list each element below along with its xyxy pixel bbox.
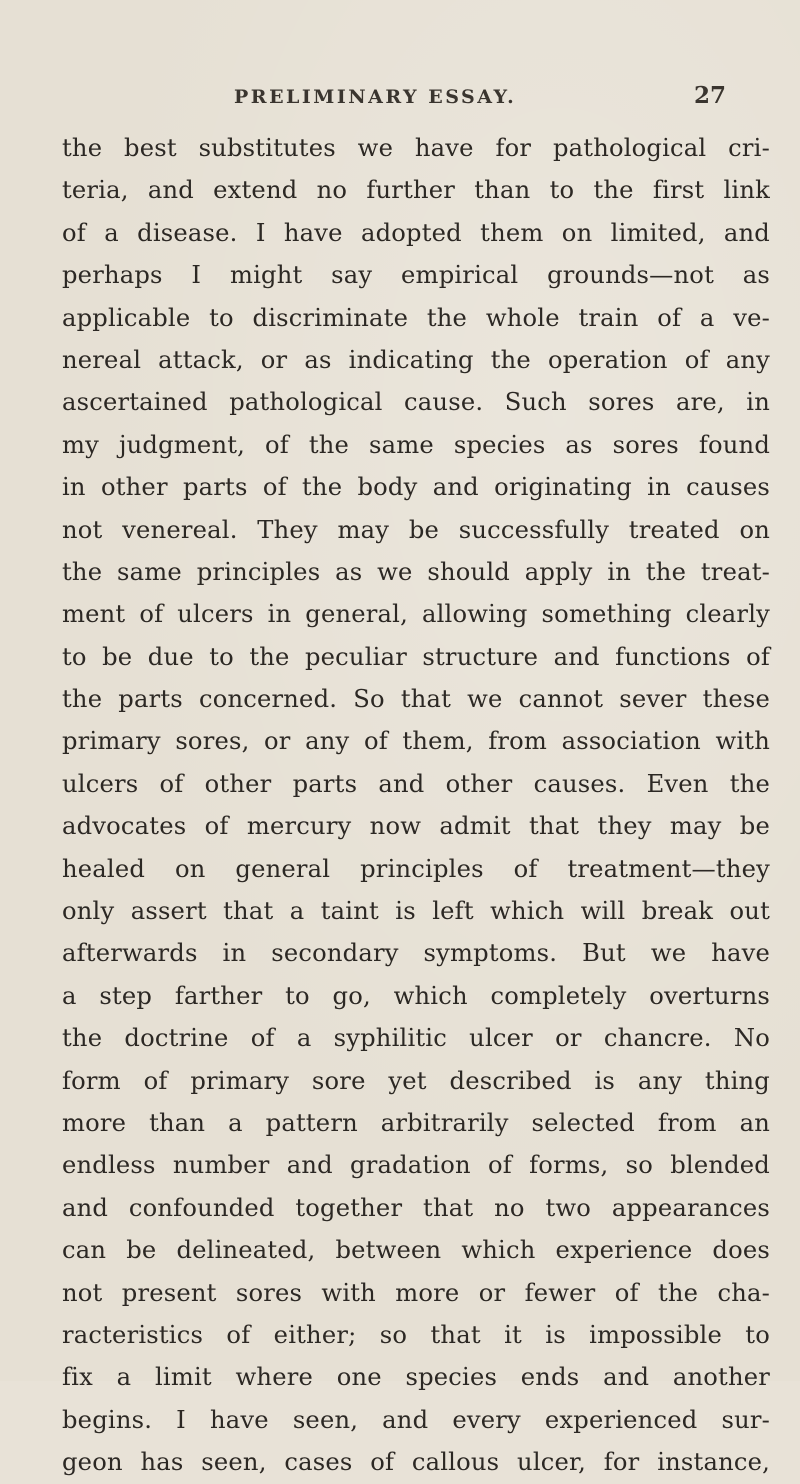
text-line: fix a limit where one species ends and another — [62, 1363, 770, 1392]
text-line: can be delineated, between which experience does — [62, 1236, 770, 1265]
text-line: to be due to the peculiar structure and functions of — [62, 642, 770, 671]
text-line: teria, and extend no further than to the first link — [62, 176, 770, 205]
text-line: begins. I have seen, and every experienced sur- — [62, 1405, 770, 1434]
text-line: ulcers of other parts and other causes. Even the — [62, 769, 770, 798]
page-number: 27 — [693, 82, 726, 109]
text-line: and confounded together that no two appearances — [62, 1193, 770, 1222]
text-line: applicable to discriminate the whole train of a ve- — [62, 303, 770, 332]
text-line: healed on general principles of treatment—they — [62, 854, 770, 883]
text-line: afterwards in secondary symptoms. But we have — [62, 939, 770, 968]
body-text — [62, 127, 770, 1484]
text-line: racteristics of either; so that it is impossible to — [62, 1320, 770, 1349]
text-line: perhaps I might say empirical grounds—not as — [62, 261, 770, 290]
running-header — [62, 0, 770, 109]
text-line: primary sores, or any of them, from association with — [62, 727, 770, 756]
text-line: not present sores with more or fewer of the cha- — [62, 1278, 770, 1307]
header-title: PRELIMINARY ESSAY. — [234, 86, 517, 108]
text-line: in other parts of the body and originating in causes — [62, 473, 770, 502]
text-line: the parts concerned. So that we cannot sever these — [62, 685, 770, 714]
text-line: nereal attack, or as indicating the operation of any — [62, 345, 770, 374]
text-line: ment of ulcers in general, allowing something clearly — [62, 600, 770, 629]
text-line: ascertained pathological cause. Such sores are, in — [62, 388, 770, 417]
text-line: the same principles as we should apply in the treat- — [62, 557, 770, 586]
text-line: a step farther to go, which completely overturns — [62, 981, 770, 1010]
text-line: more than a pattern arbitrarily selected from an — [62, 1108, 770, 1137]
text-line: endless number and gradation of forms, so blended — [62, 1151, 770, 1180]
text-line: my judgment, of the same species as sores found — [62, 430, 770, 459]
text-line: form of primary sore yet described is any thing — [62, 1066, 770, 1095]
text-line: the doctrine of a syphilitic ulcer or chancre. No — [62, 1024, 770, 1053]
text-line: the best substitutes we have for pathological cri- — [62, 134, 770, 162]
text-line: not venereal. They may be successfully treated on — [62, 515, 770, 544]
text-line: geon has seen, cases of callous ulcer, for instance, — [62, 1448, 770, 1477]
text-line: of a disease. I have adopted them on limited, and — [62, 218, 770, 247]
text-line: advocates of mercury now admit that they may be — [62, 812, 770, 841]
text-line: only assert that a taint is left which will break out — [62, 897, 770, 926]
